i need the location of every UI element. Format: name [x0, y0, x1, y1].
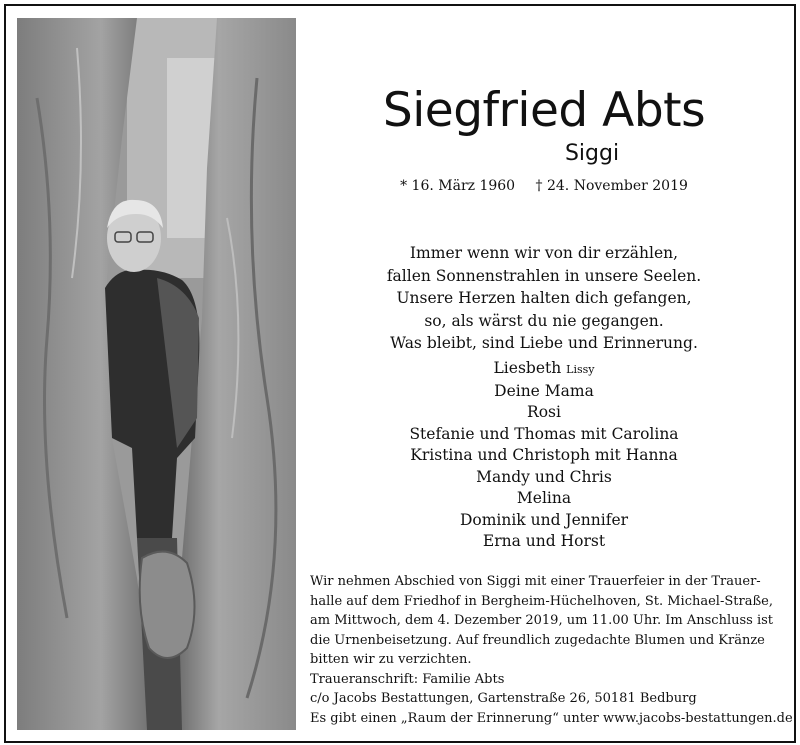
- birth-date: * 16. März 1960: [400, 178, 516, 194]
- poem-line: Unsere Herzen halten dich gefangen,: [396, 289, 692, 307]
- mourner-first-nickname: Lissy: [566, 363, 595, 376]
- poem-line: Was bleibt, sind Liebe und Erinnerung.: [390, 334, 698, 352]
- notice-line: Wir nehmen Abschied von Siggi mit einer Trauerfeier in der Trauer-: [310, 574, 761, 589]
- mourner-item: [302, 358, 786, 381]
- mourner-item: Kristina und Christoph mit Hanna: [410, 446, 678, 464]
- life-dates: [302, 176, 786, 196]
- notice-line: Traueranschrift: Familie Abts: [310, 671, 505, 687]
- notice-line: c/o Jacobs Bestattungen, Gartenstraße 26, 50181 Bedburg: [310, 691, 697, 706]
- notice-line: halle auf dem Friedhof in Bergheim-Hüchelhoven, St. Michael-Straße,: [310, 593, 773, 609]
- poem-line: so, als wärst du nie gegangen.: [424, 311, 664, 330]
- poem-line: Immer wenn wir von dir erzählen,: [409, 244, 679, 262]
- mourner-item: Dominik und Jennifer: [459, 510, 629, 529]
- death-date: † 24. November 2019: [535, 178, 688, 194]
- notice-line: bitten wir zu verzichten.: [310, 652, 472, 667]
- deceased-nickname: Siggi: [564, 141, 620, 166]
- poem-line: fallen Sonnenstrahlen in unsere Seelen.: [386, 266, 702, 285]
- mourner-item: Mandy und Chris: [476, 467, 612, 486]
- obituary-frame: [4, 4, 796, 743]
- mourner-item: Rosi: [527, 403, 561, 421]
- deceased-name: Siegfried Abts: [382, 83, 706, 138]
- mourner-item: Deine Mama: [494, 381, 594, 400]
- mourner-item: Stefanie und Thomas mit Carolina: [409, 424, 679, 443]
- notice-line: die Urnenbeisetzung. Auf freundlich zugedachte Blumen und Kränze: [310, 632, 765, 648]
- mourner-item: Melina: [516, 489, 572, 507]
- mourner-first-name: Liesbeth: [493, 359, 562, 377]
- memorial-photo: [17, 18, 296, 730]
- funeral-notice: [310, 572, 793, 728]
- mourner-item: Erna und Horst: [482, 532, 606, 550]
- notice-line: Es gibt einen „Raum der Erinnerung“ unter www.jacobs-bestattungen.de: [310, 710, 793, 726]
- memorial-poem: [302, 242, 786, 355]
- mourners-list: [302, 358, 786, 553]
- notice-line: am Mittwoch, dem 4. Dezember 2019, um 11.00 Uhr. Im Anschluss ist: [310, 613, 774, 628]
